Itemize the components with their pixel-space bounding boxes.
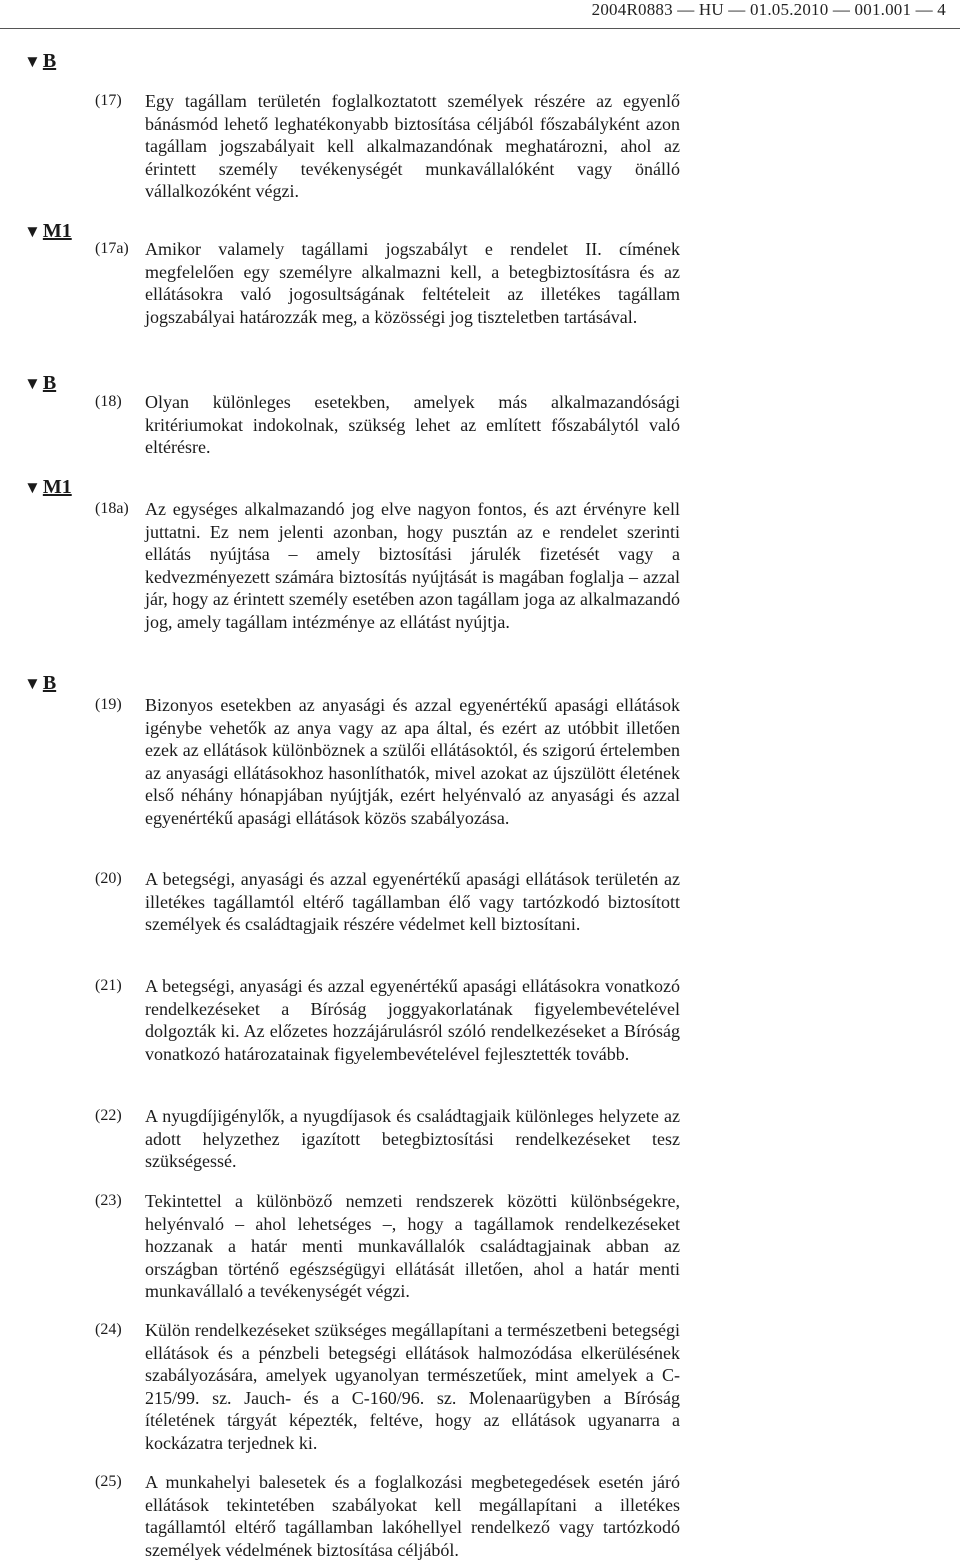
recital-text: A nyugdíjigénylők, a nyugdíjasok és családtagjaik különleges helyzete az adott helyzethez igazított betegbiztosítási rendelkezéseket tesz szükségessé. (145, 1106, 680, 1171)
recital-text: A betegségi, anyasági és azzal egyenértékű apasági ellátásokra vonatkozó rendelkezéseket a Bíróság joggyakorlatának figyelembevételével dolgozták ki. Az előzetes hozzájárulásról szóló rendelkezéseket a Bíróság vonatkozó határozatainak figyelembevételével fejlesztették tovább. (145, 976, 680, 1064)
document-reference-header: 2004R0883 — HU — 01.05.2010 — 001.001 — 4 (591, 0, 946, 19)
recital-21 (95, 975, 680, 1065)
recital-number: (17) (95, 92, 122, 109)
recital-17a (95, 238, 680, 328)
amendment-marker-b: ▼ B (24, 50, 57, 72)
recital-20 (95, 868, 680, 936)
recital-number: (19) (95, 696, 122, 713)
recital-text: Egy tagállam területén foglalkoztatott személyek részére az egyenlő bánásmód lehető leghatékonyabb biztosítása céljából főszabályként azon tagállam jogszabályait kell alkalmazandónak meghatározni, ahol az érintett személy tevékenységét munkavállalóként vagy önálló vállalkozóként végzi. (145, 91, 680, 201)
recital-number: (20) (95, 870, 122, 887)
triangle-down-icon: ▼ (24, 52, 41, 71)
recital-17 (95, 90, 680, 203)
recital-number: (17a) (95, 240, 129, 257)
recital-text: A munkahelyi balesetek és a foglalkozási megbetegedések esetén járó ellátások tekintetében szabályokat kell megállapítani a illetékes tagállamtól eltérő tagállamban lakóhellyel rendelkező vagy tartózkodó személyek védelmének biztosítása céljából. (145, 1472, 680, 1560)
recital-18 (95, 391, 680, 459)
recital-text: Amikor valamely tagállami jogszabályt e rendelet II. címének megfelelően egy személyre alkalmazni kell, a betegbiztosításra és az ellátásokra való jogosultságának feltételeit az illetékes tagállam jogszabályai határozzák meg, a közösségi jog tiszteletben tartásával. (145, 239, 680, 327)
recital-number: (18a) (95, 500, 129, 517)
recital-24 (95, 1319, 680, 1454)
recital-number: (18) (95, 393, 122, 410)
recital-number: (22) (95, 1107, 122, 1124)
recital-text: Tekintettel a különböző nemzeti rendszerek közötti különbségekre, helyénvaló – ahol lehetséges –, hogy a tagállamok rendelkezéseket hozzanak a határ menti munkavállalók családtagjainak abban az országban történő egészségügyi ellátását illetően, ahol a határ menti munkavállaló a tevékenységét végzi. (145, 1191, 680, 1301)
triangle-down-icon: ▼ (24, 222, 41, 241)
recital-number: (25) (95, 1473, 122, 1490)
amendment-marker-b: ▼ B (24, 372, 57, 394)
recital-number: (23) (95, 1192, 122, 1209)
recital-number: (21) (95, 977, 122, 994)
amendment-marker-b: ▼ B (24, 672, 57, 694)
recital-25 (95, 1471, 680, 1561)
triangle-down-icon: ▼ (24, 674, 41, 693)
recital-text: Külön rendelkezéseket szükséges megállapítani a természetbeni betegségi ellátások és a pénzbeli betegségi ellátások halmozódása elkerülésének szabályozására, amelyek ugyanolyan természetűek, mint amelyek a C-215/99. sz. Jauch- és a C-160/96. sz. Molenaarügyben a Bíróság ítéletének tárgyát képezték, feltéve, hogy az ellátások ugyanarra a kockázatra terjednek ki. (145, 1320, 680, 1453)
recital-text: A betegségi, anyasági és azzal egyenértékű apasági ellátások területén az illetékes tagállamtól eltérő tagállamban élő vagy tartózkodó biztosított személyek és családtagjaik részére védelmet kell biztosítani. (145, 869, 680, 934)
recital-text: Az egységes alkalmazandó jog elve nagyon fontos, és azt érvényre kell juttatni. Ez nem jelenti azonban, hogy pusztán az e rendelet szerinti ellátás nyújtása – amely biztosítási járulék fizetését vagy a kedvezményezett számára biztosítás nyújtását is magában foglalja – azzal jár, hogy az érintett személy esetében azon tagállam joga az alkalmazandó jog, amely tagállam intézménye az ellátást nyújtja. (145, 499, 680, 632)
recital-text: Olyan különleges esetekben, amelyek más alkalmazandósági kritériumokat indokolnak, szükség lehet az említett főszabálytól való eltérésre. (145, 392, 680, 457)
recital-22 (95, 1105, 680, 1173)
triangle-down-icon: ▼ (24, 374, 41, 393)
recital-text: Bizonyos esetekben az anyasági és azzal egyenértékű apasági ellátások igénybe vehetők az anya vagy az apa által, és ezért az utóbbit illetően ezek az ellátások különböznek a szülői ellátásoktól, és szigorú értelemben az anyasági ellátásokhoz hasonlíthatók, mivel azokat az újszülött életének első néhány hónapjában nyújtják, ezért helyénvaló az anyasági és azzal egyenértékű apasági ellátások közös szabályozása. (145, 695, 680, 828)
recital-number: (24) (95, 1321, 122, 1338)
triangle-down-icon: ▼ (24, 478, 41, 497)
amendment-marker-m1: ▼ M1 (24, 220, 72, 242)
header-divider (0, 28, 960, 29)
recital-18a (95, 498, 680, 633)
recital-19 (95, 694, 680, 829)
recital-23 (95, 1190, 680, 1303)
amendment-marker-m1: ▼ M1 (24, 476, 72, 498)
